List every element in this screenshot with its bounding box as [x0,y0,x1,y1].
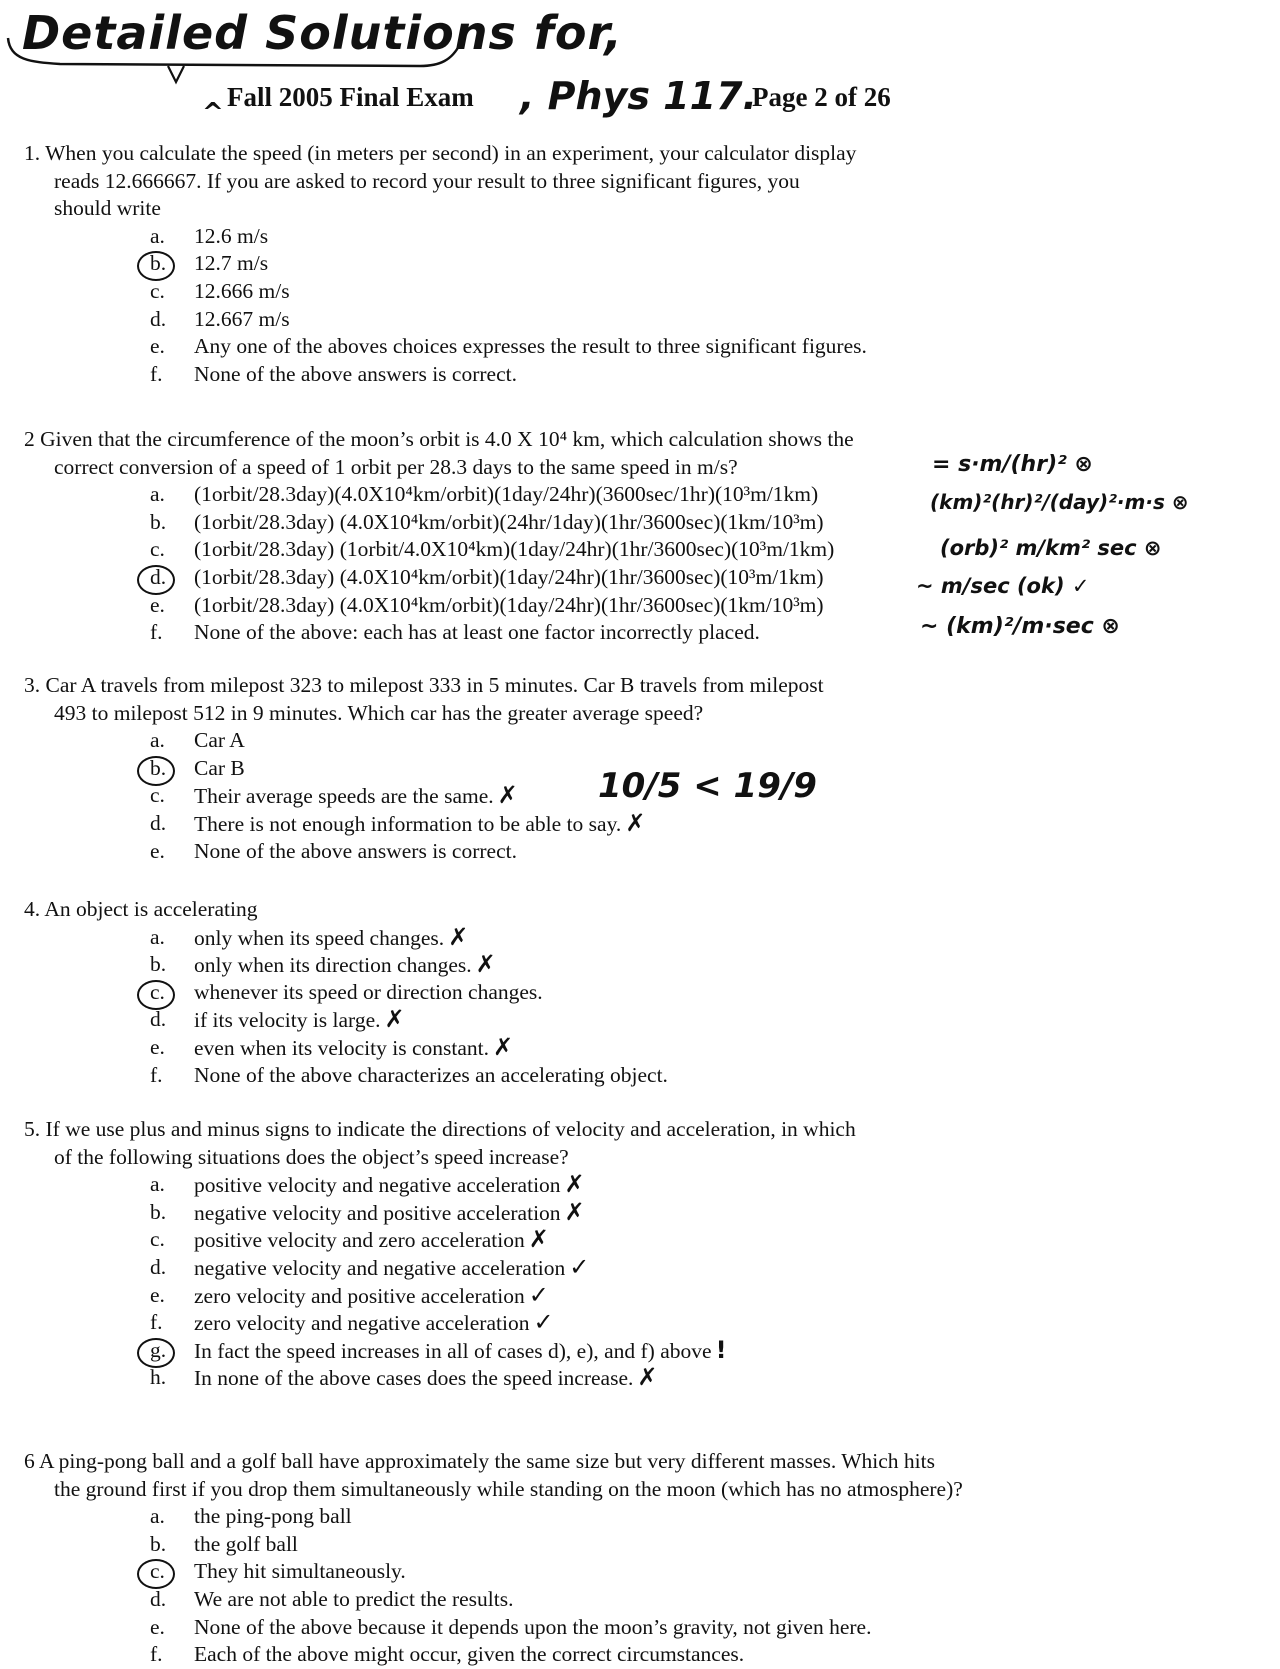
option-text: (1orbit/28.3day) (4.0X10⁴km/orbit)(24hr/1day)(1hr/3600sec)(1km/10³m) [194,509,824,534]
option-text: (1orbit/28.3day)(4.0X10⁴km/orbit)(1day/24hr)(3600sec/1hr)(10³m/1km) [194,482,819,507]
question-number: 5. [24,1117,41,1141]
check-mark: ✓ [569,1252,590,1281]
option-label: f. [150,1062,163,1087]
option-label: a. [150,924,165,949]
handwritten-note: 10/5 < 19/9 [598,766,817,806]
option-text: None of the above because it depends upon the moon’s gravity, not given here. [194,1614,872,1639]
question-stem: If we use plus and minus signs to indicate the directions of velocity and acceleration, in which [45,1117,856,1141]
cross-mark: ✗ [625,808,646,837]
option[interactable] [24,1254,856,1282]
option-label: e. [150,1034,165,1059]
question-stem: reads 12.666667. If you are asked to record your result to three significant figures, you [54,168,800,193]
option-label: d. [150,1586,167,1611]
option-label: b. [150,755,176,783]
question-stem: Given that the circumference of the moon’s orbit is 4.0 X 10⁴ km, which calculation shows the [40,427,854,451]
option-correct[interactable] [24,564,854,592]
exam-title: Fall 2005 Final Exam [227,82,474,112]
option-text: In fact the speed increases in all of cases d), e), and f) above [194,1338,712,1363]
option-text: Their average speeds are the same. [194,784,494,809]
option[interactable] [24,1282,856,1310]
question-stem: of the following situations does the object’s speed increase? [54,1144,569,1169]
option-label: a. [150,1504,165,1529]
option-label: h. [150,1365,167,1390]
option-text: (1orbit/28.3day) (4.0X10⁴km/orbit)(1day/24hr)(1hr/3600sec)(1km/10³m) [194,592,824,617]
option-label: f. [150,620,163,645]
handwritten-title: Detailed Solutions for, [22,6,623,60]
question-number: 4. [24,897,41,921]
question-number: 2 [24,427,35,451]
option-label: e. [150,1614,165,1639]
option[interactable] [24,592,854,620]
option-label: d. [150,306,167,331]
option[interactable] [24,619,854,647]
question-stem: An object is accelerating [44,897,258,921]
page-number: Page 2 of 26 [752,82,891,112]
option[interactable] [24,1062,668,1090]
question-6 [24,1448,963,1669]
option-text: positive velocity and zero acceleration [194,1228,525,1253]
option-text: None of the above answers is correct. [194,361,517,386]
cross-mark: ✗ [564,1170,585,1199]
option[interactable] [24,1364,856,1392]
cross-mark: ✗ [492,1032,514,1061]
option-label: c. [150,278,165,303]
option-label: a. [150,1172,165,1197]
option-label: d. [150,1007,167,1032]
option-text: There is not enough information to be able to say. [194,811,622,836]
question-stem: 493 to milepost 512 in 9 minutes. Which car has the greater average speed? [54,700,704,725]
option[interactable] [24,810,824,838]
option-label: b. [150,952,167,977]
option-text: They hit simultaneously. [194,1559,406,1584]
cross-mark: ✗ [384,1005,405,1034]
option-label: b. [150,1531,167,1556]
option-correct[interactable] [24,1558,963,1586]
option-text: the golf ball [194,1531,298,1556]
option[interactable] [24,838,824,866]
option-correct[interactable] [24,250,856,278]
option-label: f. [150,1310,163,1335]
option-label: c. [150,537,165,562]
option-text: We are not able to predict the results. [194,1586,514,1611]
option-label: g. [150,1337,176,1365]
option-text: Car B [194,755,245,780]
option-correct[interactable] [24,1337,856,1365]
option-label: b. [150,250,176,278]
option[interactable] [24,306,856,334]
option[interactable] [24,361,856,389]
option[interactable] [24,1226,856,1254]
option-text: (1orbit/28.3day) (1orbit/4.0X10⁴km)(1day/24hr)(1hr/3600sec)(10³m/1km) [194,537,835,562]
option-text: the ping-pong ball [194,1504,352,1529]
option-label: b. [150,1199,167,1224]
cross-mark: ✗ [637,1363,658,1392]
question-number: 3. [24,673,41,697]
option[interactable] [24,1503,963,1531]
option-label: f. [150,1642,163,1667]
question-4 [24,896,668,1089]
option-text: if its velocity is large. [194,1008,381,1033]
handwritten-note: (orb)² m/km² sec ⊗ [940,536,1162,560]
option-label: d. [150,564,176,592]
option-text: 12.7 m/s [194,251,269,276]
option-text: None of the above: each has at least one factor incorrectly placed. [194,620,760,645]
question-stem: the ground first if you drop them simultaneously while standing on the moon (which has no atmosphere)? [54,1476,963,1501]
exclamation-mark: ! [715,1335,727,1364]
check-mark: ✓ [528,1280,549,1309]
title-underline-stroke [0,0,480,90]
option-text: whenever its speed or direction changes. [194,979,543,1004]
option-text: negative velocity and positive acceleration [194,1200,561,1225]
option-label: e. [150,334,165,359]
option[interactable] [24,1531,963,1559]
question-stem: correct conversion of a speed of 1 orbit per 28.3 days to the same speed in m/s? [54,454,738,479]
question-stem: Car A travels from milepost 323 to milepost 333 in 5 minutes. Car B travels from milepost [45,673,824,697]
option[interactable] [24,481,854,509]
option-text: (1orbit/28.3day) (4.0X10⁴km/orbit)(1day/24hr)(1hr/3600sec)(10³m/1km) [194,564,824,589]
option[interactable] [24,1171,856,1199]
option-text: None of the above characterizes an accelerating object. [194,1062,668,1087]
option[interactable] [24,223,856,251]
option-text: negative velocity and negative acceleration [194,1255,566,1280]
option[interactable] [24,1614,963,1642]
cross-mark: ✗ [564,1197,585,1226]
question-stem: A ping-pong ball and a golf ball have approximately the same size but very different masses. Which hits [38,1449,935,1473]
option[interactable] [24,727,824,755]
handwritten-note: ~ m/sec (ok) ✓ [916,574,1090,598]
option[interactable] [24,1032,514,1062]
option-text: zero velocity and negative acceleration [194,1311,530,1336]
option-label: a. [150,728,165,753]
question-1 [24,140,867,388]
handwritten-note: (km)²(hr)²/(day)²·m·s ⊗ [930,490,1189,514]
option-text: 12.666 m/s [194,278,290,303]
option-label: e. [150,1282,165,1307]
question-stem: should write [54,196,161,221]
question-2 [24,426,854,647]
option-text: Car A [194,728,245,753]
option[interactable] [24,278,856,306]
option-text: Each of the above might occur, given the correct circumstances. [194,1642,745,1667]
option-text: even when its velocity is constant. [194,1035,489,1060]
option[interactable] [24,1309,856,1337]
handwritten-note: = s·m/(hr)² ⊗ [932,452,1093,477]
option[interactable] [24,333,867,361]
option-text: 12.6 m/s [194,223,269,248]
cross-mark: ✗ [528,1225,549,1254]
option-label: d. [150,810,167,835]
option[interactable] [24,1005,405,1034]
option-text: Any one of the aboves choices expresses the result to three significant figures. [194,334,867,359]
option-label: c. [150,1558,176,1586]
question-number: 1. [24,141,41,165]
option-text: In none of the above cases does the speed increase. [194,1366,634,1391]
course-note: , Phys 117. [520,74,757,118]
question-5 [24,1116,856,1392]
option[interactable] [24,1586,963,1614]
option-label: c. [150,1227,165,1252]
check-mark: ✓ [533,1308,554,1337]
option[interactable] [24,1199,856,1227]
option[interactable] [24,922,469,952]
option-text: None of the above answers is correct. [194,838,517,863]
option-correct[interactable] [24,979,543,1007]
option-label: f. [150,361,163,386]
cross-mark: ✗ [475,950,496,979]
insert-caret: ^ [202,98,224,128]
option-label: e. [150,838,165,863]
option-text: positive velocity and negative acceleration [194,1173,561,1198]
question-stem: When you calculate the speed (in meters per second) in an experiment, your calculator display [45,141,857,165]
option-label: c. [150,783,165,808]
option-text: 12.667 m/s [194,306,290,331]
option[interactable] [24,1641,963,1669]
cross-mark: ✗ [497,781,518,810]
option-text: zero velocity and positive acceleration [194,1283,525,1308]
option-label: e. [150,592,165,617]
handwritten-note: ~ (km)²/m·sec ⊗ [920,614,1120,639]
option-label: a. [150,482,165,507]
option[interactable] [24,509,854,537]
option-label: c. [150,979,176,1007]
option-text: only when its speed changes. [194,925,445,950]
option[interactable] [24,536,854,564]
option-label: a. [150,223,165,248]
option[interactable] [24,950,496,979]
question-number: 6 [24,1449,35,1473]
cross-mark: ✗ [448,922,469,951]
option-text: only when its direction changes. [194,953,472,978]
option-label: d. [150,1254,167,1279]
option-label: b. [150,509,167,534]
